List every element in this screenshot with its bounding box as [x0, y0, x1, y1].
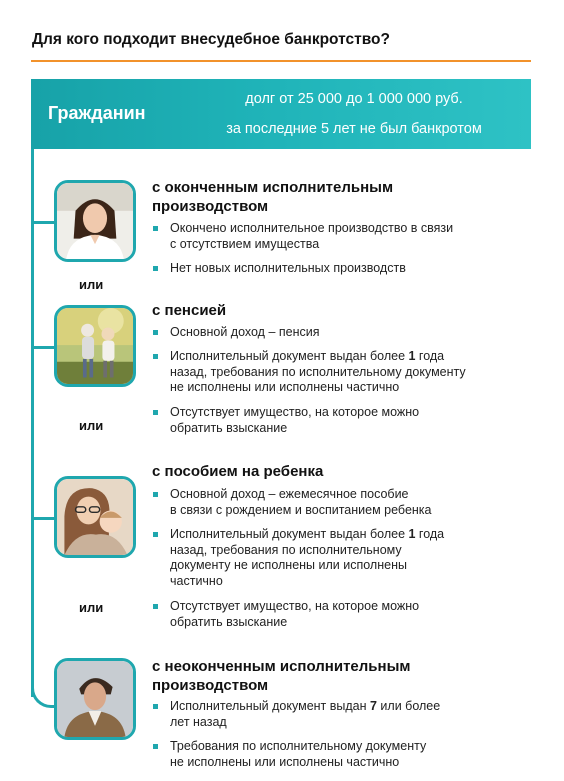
woman-portrait-photo — [54, 180, 136, 262]
bullet-text: Исполнительный документ выдан более — [170, 349, 409, 363]
case-title-line: производством — [152, 677, 269, 694]
case-title-finished-proceedings — [152, 178, 532, 216]
banner-label: Гражданин — [48, 103, 146, 123]
title-underline — [31, 60, 531, 62]
case-title-line: производством — [152, 198, 269, 215]
bullet-text: Исполнительный документ выдан более — [170, 527, 409, 541]
case-title-child-benefit — [152, 462, 532, 481]
young-man-photo — [54, 658, 136, 740]
bullet-text: обратить взыскание — [170, 420, 288, 435]
case-title-line: с пенсией — [152, 302, 227, 319]
case-bullet — [152, 349, 532, 396]
bullet-text: обратить взыскание — [170, 614, 288, 629]
bullet-text: документу не исполнены или исполнены — [170, 558, 407, 572]
bullet-text: назад, требования по исполнительному документу — [170, 364, 466, 379]
timeline-line — [31, 149, 34, 697]
bullet-text: частично — [170, 573, 223, 588]
case-bullet — [152, 325, 532, 341]
bullet-text: года — [415, 349, 445, 363]
case-bullet — [152, 405, 532, 436]
bullet-text: в связи с рождением и воспитанием ребенка — [170, 502, 432, 517]
banner-condition-no-bankruptcy: за последние 5 лет не был банкротом — [226, 121, 482, 137]
or-label: или — [79, 277, 104, 292]
bullet-text: года — [415, 527, 445, 541]
bullet-text: Исполнительный документ выдан — [170, 699, 370, 713]
case-title-line: с неоконченным исполнительным — [152, 658, 411, 675]
mother-child-photo — [54, 476, 136, 558]
bullet-number: 1 — [408, 527, 416, 541]
bullet-text: лет назад — [170, 714, 227, 729]
or-label: или — [79, 600, 104, 615]
or-label: или — [79, 418, 104, 433]
bullet-text: назад, требования по исполнительному — [170, 542, 402, 557]
bullet-number: 7 — [370, 699, 377, 713]
bullet-text: Основной доход – пенсия — [170, 325, 320, 339]
citizen-banner — [31, 79, 531, 149]
bullet-number: 1 — [408, 349, 416, 363]
bullet-text: Отсутствует имущество, на которое можно — [170, 405, 420, 419]
elderly-couple-photo — [54, 305, 136, 387]
bullet-text: не исполнены или исполнены частично — [170, 380, 400, 394]
banner-condition-debt: долг от 25 000 до 1 000 000 руб. — [245, 91, 463, 107]
case-bullet — [152, 739, 532, 770]
page-title: Для кого подходит внесудебное банкротство? — [32, 31, 390, 48]
bullet-text: Отсутствует имущество, на которое можно — [170, 599, 420, 613]
case-title-line: с пособием на ребенка — [152, 463, 324, 480]
bullet-text: не исполнены или исполнены частично — [170, 754, 400, 769]
bullet-text: Нет новых исполнительных производств — [170, 261, 406, 275]
bullet-text: с отсутствием имущества — [170, 236, 320, 251]
case-title-pension — [152, 301, 532, 320]
case-bullet — [152, 527, 532, 589]
case-bullet — [152, 487, 532, 518]
case-title-line: с оконченным исполнительным — [152, 179, 394, 196]
bullet-text: Требования по исполнительному документу — [170, 739, 427, 753]
case-bullet — [152, 699, 532, 730]
bullet-text: или более — [376, 699, 441, 713]
bullet-text: Окончено исполнительное производство в связи — [170, 221, 454, 235]
bullet-text: Основной доход – ежемесячное пособие — [170, 487, 409, 501]
case-bullet — [152, 261, 532, 277]
case-title-unfinished-proceedings — [152, 657, 532, 695]
case-bullet — [152, 599, 532, 630]
case-bullet — [152, 221, 532, 252]
